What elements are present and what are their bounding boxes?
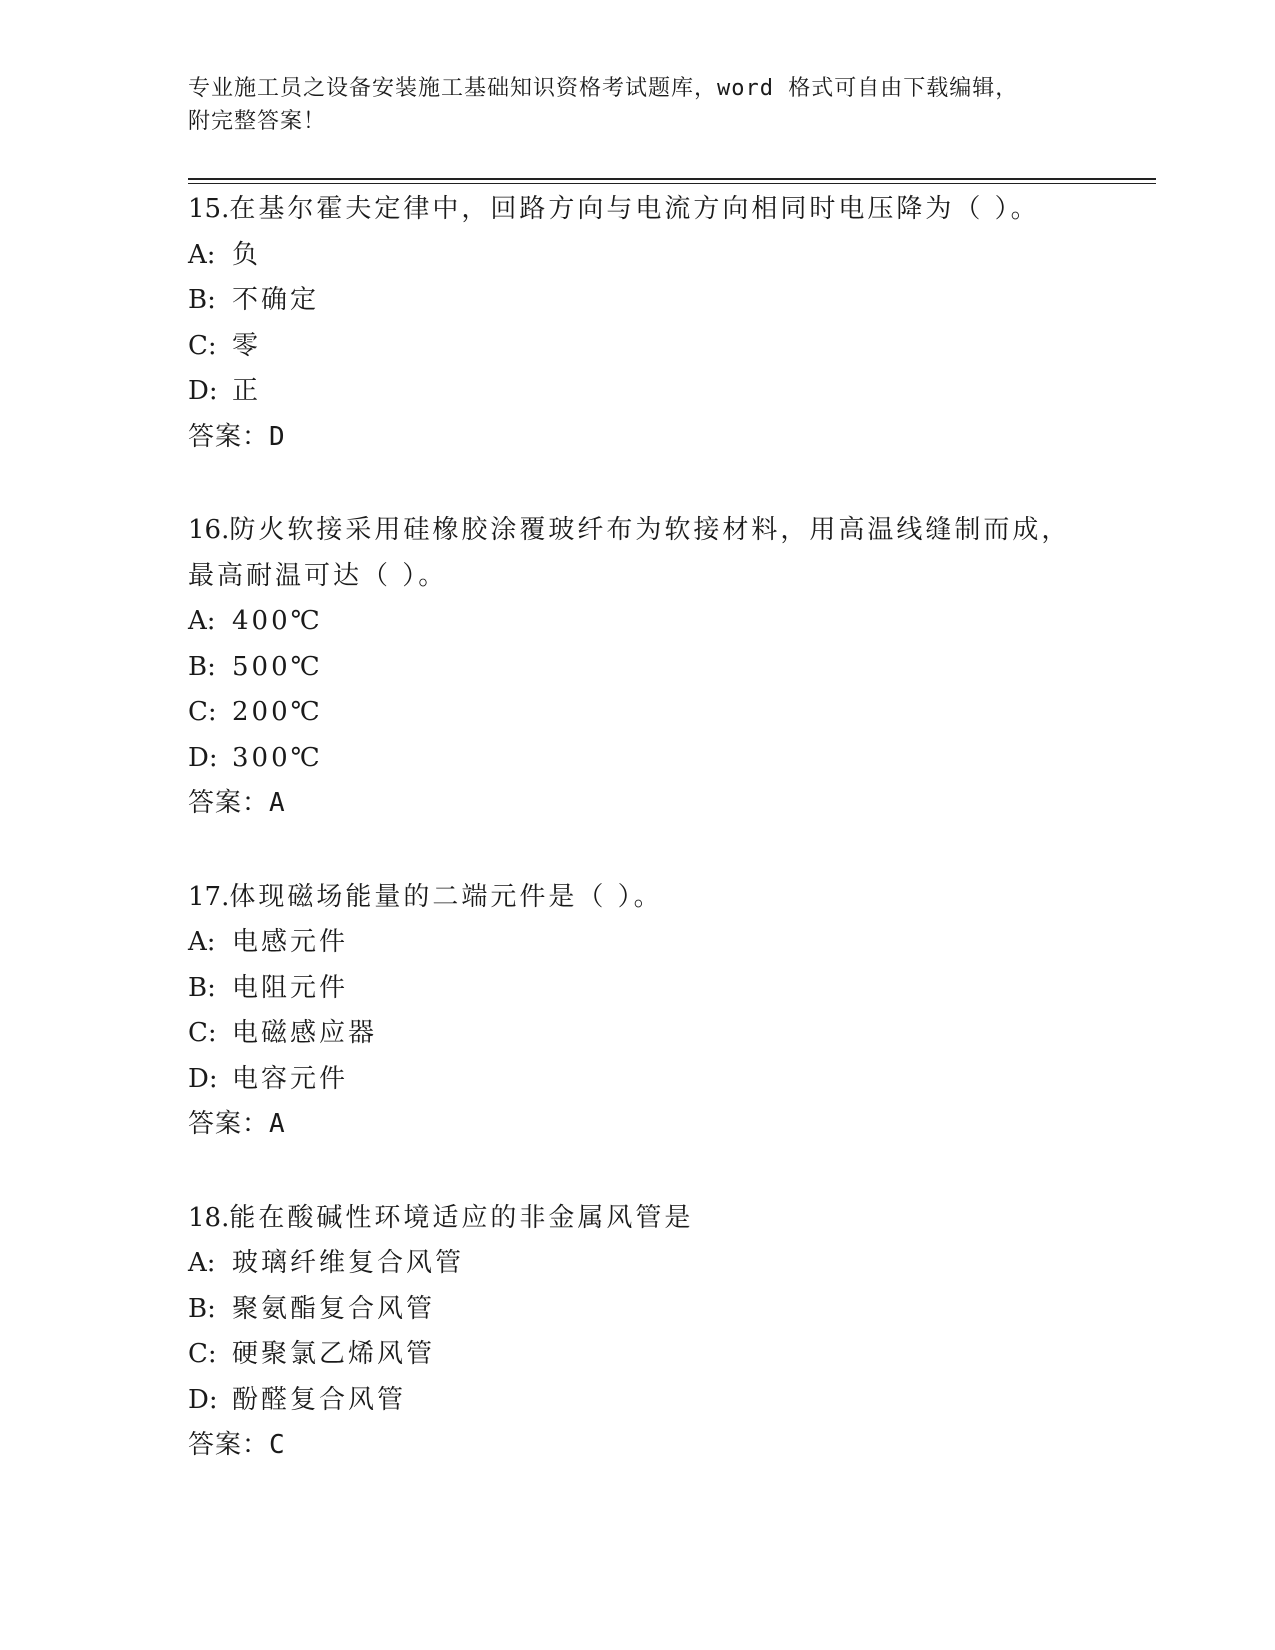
option-text: 300℃ — [232, 742, 323, 773]
option-letter: A: — [188, 1248, 216, 1278]
option-letter: B: — [188, 1293, 216, 1324]
option-d — [188, 369, 1156, 415]
question-text: 防火软接采用硅橡胶涂覆玻纤布为软接材料，用高温线缝制而成， — [229, 515, 1071, 545]
question-number: 17. — [188, 881, 230, 912]
option-text: 400℃ — [232, 606, 323, 636]
option-text: 零 — [232, 330, 262, 361]
option-text: 负 — [232, 239, 262, 270]
question-stem — [188, 875, 1156, 921]
option-letter: C: — [188, 1339, 217, 1369]
option-text: 电感元件 — [232, 927, 349, 957]
option-letter: C: — [188, 1018, 217, 1048]
question-16 — [188, 508, 1156, 827]
header-divider-thin — [188, 183, 1156, 184]
option-letter: B: — [188, 651, 216, 682]
option-letter: A: — [188, 927, 216, 957]
option-text: 电容元件 — [232, 1063, 349, 1094]
answer-line — [188, 1423, 1156, 1469]
option-a — [188, 233, 1156, 279]
question-15 — [188, 187, 1156, 460]
question-stem — [188, 508, 1156, 554]
option-letter: D: — [188, 742, 218, 773]
option-letter: D: — [188, 1384, 218, 1415]
question-text: 最高耐温可达（ ）。 — [188, 560, 448, 591]
option-text: 电磁感应器 — [232, 1018, 378, 1048]
option-text: 聚氨酯复合风管 — [232, 1293, 436, 1324]
document-header — [188, 72, 1088, 138]
option-text: 硬聚氯乙烯风管 — [232, 1339, 436, 1369]
option-letter: C: — [188, 330, 217, 361]
option-text: 200℃ — [232, 697, 323, 727]
option-text: 500℃ — [232, 651, 323, 682]
answer-line — [188, 415, 1156, 461]
option-letter: B: — [188, 972, 216, 1003]
option-b — [188, 966, 1156, 1012]
question-18 — [188, 1196, 1156, 1469]
question-number: 16. — [188, 515, 230, 545]
option-text: 不确定 — [232, 285, 320, 315]
question-text: 能在酸碱性环境适应的非金属风管是 — [229, 1202, 694, 1233]
answer-value: A — [269, 1109, 286, 1139]
question-list — [188, 187, 1156, 1469]
option-d — [188, 1378, 1156, 1424]
answer-line — [188, 781, 1156, 827]
answer-value: D — [269, 421, 286, 452]
question-17 — [188, 875, 1156, 1148]
option-text: 正 — [232, 376, 262, 406]
option-letter: C: — [188, 697, 217, 727]
option-text: 酚醛复合风管 — [232, 1384, 407, 1415]
question-stem-continued — [188, 554, 1156, 600]
option-letter: A: — [188, 239, 216, 270]
option-b — [188, 1287, 1156, 1333]
option-c — [188, 690, 1156, 736]
answer-value: C — [269, 1430, 286, 1460]
option-b — [188, 278, 1156, 324]
option-a — [188, 599, 1156, 645]
question-stem — [188, 187, 1156, 233]
answer-label: 答案： — [188, 1430, 270, 1460]
option-text: 玻璃纤维复合风管 — [232, 1248, 465, 1278]
header-line-1: 专业施工员之设备安装施工基础知识资格考试题库，word 格式可自由下载编辑， — [188, 76, 1019, 101]
question-text: 在基尔霍夫定律中，回路方向与电流方向相同时电压降为（ ）。 — [229, 194, 1040, 224]
question-number: 18. — [188, 1202, 230, 1233]
option-a — [188, 1241, 1156, 1287]
option-c — [188, 1332, 1156, 1378]
option-d — [188, 1057, 1156, 1103]
question-text: 体现磁场能量的二端元件是（ ）。 — [229, 881, 663, 912]
question-number: 15. — [188, 194, 230, 224]
answer-value: A — [269, 788, 286, 818]
answer-label: 答案： — [188, 788, 270, 818]
option-a — [188, 920, 1156, 966]
option-letter: D: — [188, 1063, 218, 1094]
option-letter: D: — [188, 376, 218, 406]
option-c — [188, 1011, 1156, 1057]
header-divider-thick — [188, 178, 1156, 180]
option-b — [188, 645, 1156, 691]
option-letter: B: — [188, 285, 216, 315]
header-line-2: 附完整答案！ — [188, 109, 327, 134]
answer-line — [188, 1102, 1156, 1148]
option-text: 电阻元件 — [232, 972, 349, 1003]
option-letter: A: — [188, 606, 216, 636]
answer-label: 答案： — [188, 421, 270, 452]
answer-label: 答案： — [188, 1109, 270, 1139]
question-stem — [188, 1196, 1156, 1242]
option-d — [188, 736, 1156, 782]
option-c — [188, 324, 1156, 370]
